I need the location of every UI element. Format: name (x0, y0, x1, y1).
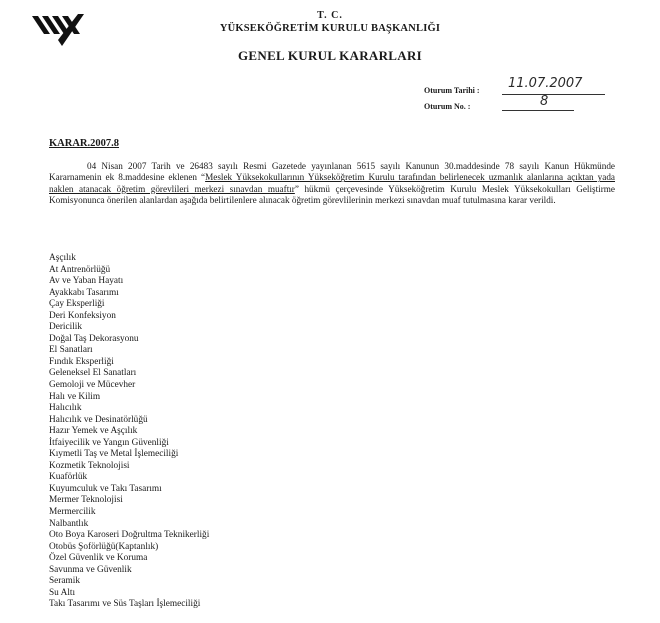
decision-text-underlined: Meslek Yüksekokullarının Yükseköğretim Kurulu tarafından belirlenecek uzmanlık alanlarına açıktan yada naklen atanacak öğretim görevlileri merkezi sınavdan muaftır (49, 172, 616, 194)
list-item: At Antrenörlüğü (49, 264, 111, 275)
list-item: Kıymetli Taş ve Metal İşlemeciliği (49, 449, 179, 460)
list-item: Mermercilik (49, 507, 96, 518)
list-item: Deri Konfeksiyon (49, 310, 116, 321)
list-item: Aşçılık (49, 253, 76, 263)
list-item: Özel Güvenlik ve Koruma (49, 553, 148, 564)
decision-heading: KARAR.2007.8 (49, 138, 119, 149)
list-item: Oto Boya Karoseri Doğrultma Teknikerliği (49, 530, 210, 541)
list-item: Savunma ve Güvenlik (49, 564, 132, 575)
list-item: Dericilik (49, 322, 83, 333)
list-item: Kuyumculuk ve Takı Tasarımı (49, 483, 162, 494)
list-item: Geleneksel El Sanatları (49, 368, 137, 379)
list-item: Mermer Teknolojisi (49, 495, 123, 506)
session-number-underline (502, 110, 574, 111)
list-item: Otobüs Şoförlüğü(Kaptanlık) (49, 541, 159, 552)
institution-name: YÜKSEKÖĞRETİM KURULU BAŞKANLIĞI (219, 23, 441, 34)
list-item: El Sanatları (49, 345, 93, 356)
session-number-label: Oturum No. : (424, 102, 471, 111)
session-number-value: 8 (540, 94, 549, 109)
list-item: Halıcılık ve Desinatörlüğü (49, 414, 148, 425)
list-item: İtfaiyecilik ve Yangın Güvenliği (49, 437, 169, 448)
session-date-label: Oturum Tarihi : (424, 86, 480, 95)
decision-text-part1: 04 Nisan 2007 Tarih ve 26483 sayılı Resmi Gazetede yayınlanan 5615 sayılı Kanunun 30.maddesinde 78 sayılı Kanun Hükmünde Kararnamenin ek 8.maddesine eklenen “ (49, 161, 615, 183)
list-item: Su Altı (49, 587, 76, 598)
list-item: Takı Tasarımı ve Süs Taşları İşlemeciliği (49, 599, 201, 610)
decision-text-part2: ” hükmü çerçevesinde Yükseköğretim Kurulu Meslek Yüksekokulları Geliştirme Komisyonunca önerilen alanlardan aşağıda belirtilenlere alınacak öğretim görevlilerinin merkezi sınavdan muaf tutulmasına karar verildi. (49, 183, 615, 206)
list-item: Hazır Yemek ve Aşçılık (49, 426, 138, 437)
list-item: Doğal Taş Dekorasyonu (49, 333, 139, 344)
list-item: Çay Eksperliği (49, 299, 105, 310)
list-item: Ayakkabı Tasarımı (49, 287, 119, 298)
list-item: Halıcılık (49, 403, 82, 414)
list-item: Kuaförlük (49, 472, 88, 483)
list-item: Halı ve Kilim (49, 391, 101, 402)
list-item: Nalbantlık (49, 518, 89, 529)
list-item: Seramik (49, 576, 80, 587)
list-item: Fındık Eksperliği (49, 356, 114, 367)
exempt-fields-list (49, 253, 209, 611)
document-title: GENEL KURUL KARARLARI (238, 48, 422, 63)
session-date-value: 11.07.2007 (508, 76, 583, 91)
list-item: Av ve Yaban Hayatı (49, 276, 124, 287)
list-item: Kozmetik Teknolojisi (49, 460, 130, 471)
tc-header: T. C. (317, 10, 343, 21)
list-item: Gemoloji ve Mücevher (49, 380, 136, 391)
session-date-underline (502, 94, 605, 95)
decision-paragraph (49, 161, 615, 207)
